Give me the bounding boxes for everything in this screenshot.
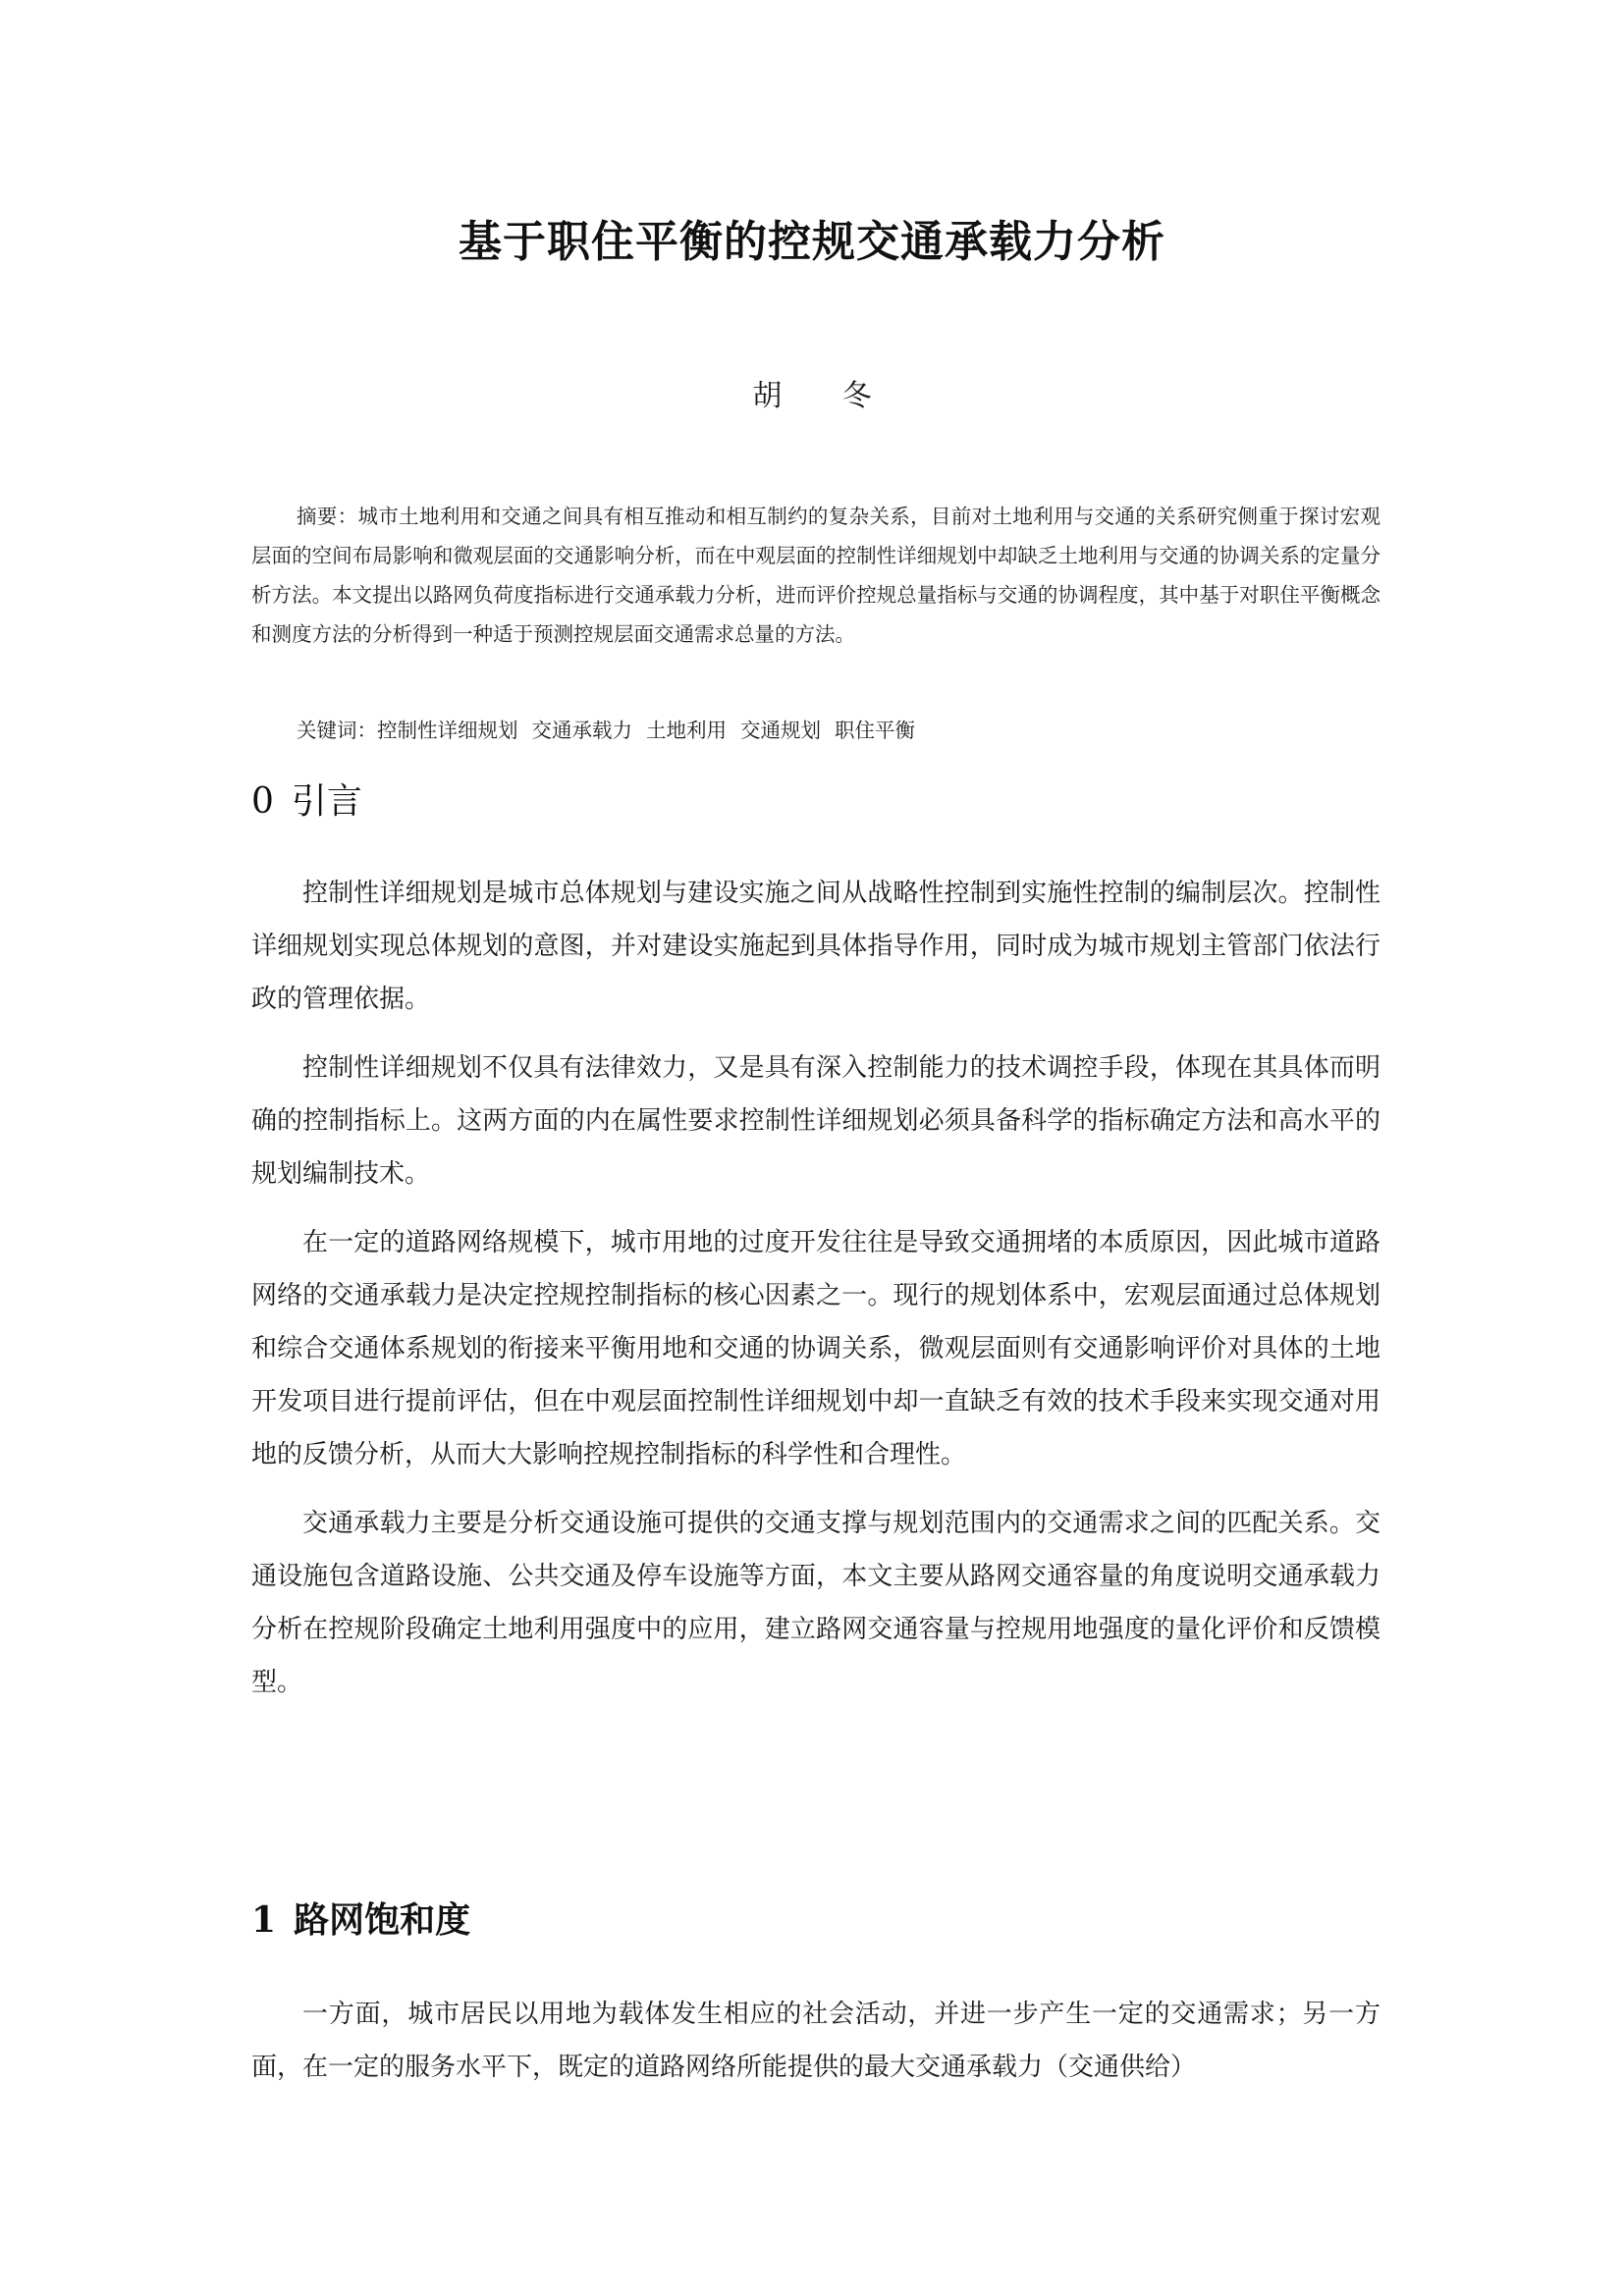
keyword: 交通承载力 [531, 719, 632, 742]
paragraph: 控制性详细规划是城市总体规划与建设实施之间从战略性控制到实施性控制的编制层次。控制性详细规划实现总体规划的意图，并对建设实施起到具体指导作用，同时成为城市规划主管部门依法行政的管理依据。 [251, 879, 1380, 1014]
section-heading-network-saturation [251, 1893, 470, 1943]
section-body-introduction [251, 867, 1380, 1725]
paragraph: 控制性详细规划不仅具有法律效力，又是具有深入控制能力的技术调控手段，体现在其具体而明确的控制指标上。这两方面的内在属性要求控制性详细规划必须具备科学的指标确定方法和高水平的规划编制技术。 [251, 1053, 1380, 1189]
section-number: 0 [251, 781, 274, 822]
paragraph: 一方面，城市居民以用地为载体发生相应的社会活动，并进一步产生一定的交通需求；另一方面，在一定的服务水平下，既定的道路网络所能提供的最大交通承载力（交通供给） [251, 2000, 1380, 2082]
keyword: 职住平衡 [835, 719, 915, 742]
section-title: 引言 [291, 781, 362, 822]
section-heading-introduction [251, 774, 362, 824]
keyword: 土地利用 [646, 719, 727, 742]
section-number: 1 [251, 1899, 277, 1941]
keywords-line [297, 714, 929, 743]
keywords-label: 关键词： [297, 719, 377, 742]
abstract-text: 摘要：城市土地利用和交通之间具有相互推动和相互制约的复杂关系，目前对土地利用与交通的关系研究侧重于探讨宏观层面的空间布局影响和微观层面的交通影响分析，而在中观层面的控制性详细规划中却缺乏土地利用与交通的协调关系的定量分析方法。本文提出以路网负荷度指标进行交通承载力分析，进而评价控规总量指标与交通的协调程度，其中基于对职住平衡概念和测度方法的分析得到一种适于预测控规层面交通需求总量的方法。 [251, 505, 1380, 646]
keyword: 交通规划 [740, 719, 821, 742]
section-title: 路网饱和度 [294, 1900, 471, 1941]
paragraph: 交通承载力主要是分析交通设施可提供的交通支撑与规划范围内的交通需求之间的匹配关系。交通设施包含道路设施、公共交通及停车设施等方面，本文主要从路网交通容量的角度说明交通承载力分析在控规阶段确定土地利用强度中的应用，建立路网交通容量与控规用地强度的量化评价和反馈模型。 [251, 1509, 1380, 1697]
paper-author: 胡 冬 [752, 379, 897, 413]
section-body-network-saturation [251, 1988, 1380, 2109]
paper-title: 基于职住平衡的控规交通承载力分析 [459, 217, 1165, 267]
paragraph: 在一定的道路网络规模下，城市用地的过度开发往往是导致交通拥堵的本质原因，因此城市道路网络的交通承载力是决定控规控制指标的核心因素之一。现行的规划体系中，宏观层面通过总体规划和综合交通体系规划的衔接来平衡用地和交通的协调关系，微观层面则有交通影响评价对具体的土地开发项目进行提前评估，但在中观层面控制性详细规划中却一直缺乏有效的技术手段来实现交通对用地的反馈分析，从而大大影响控规控制指标的科学性和合理性。 [251, 1228, 1380, 1469]
keyword: 控制性详细规划 [377, 719, 518, 742]
abstract-block [251, 497, 1380, 654]
